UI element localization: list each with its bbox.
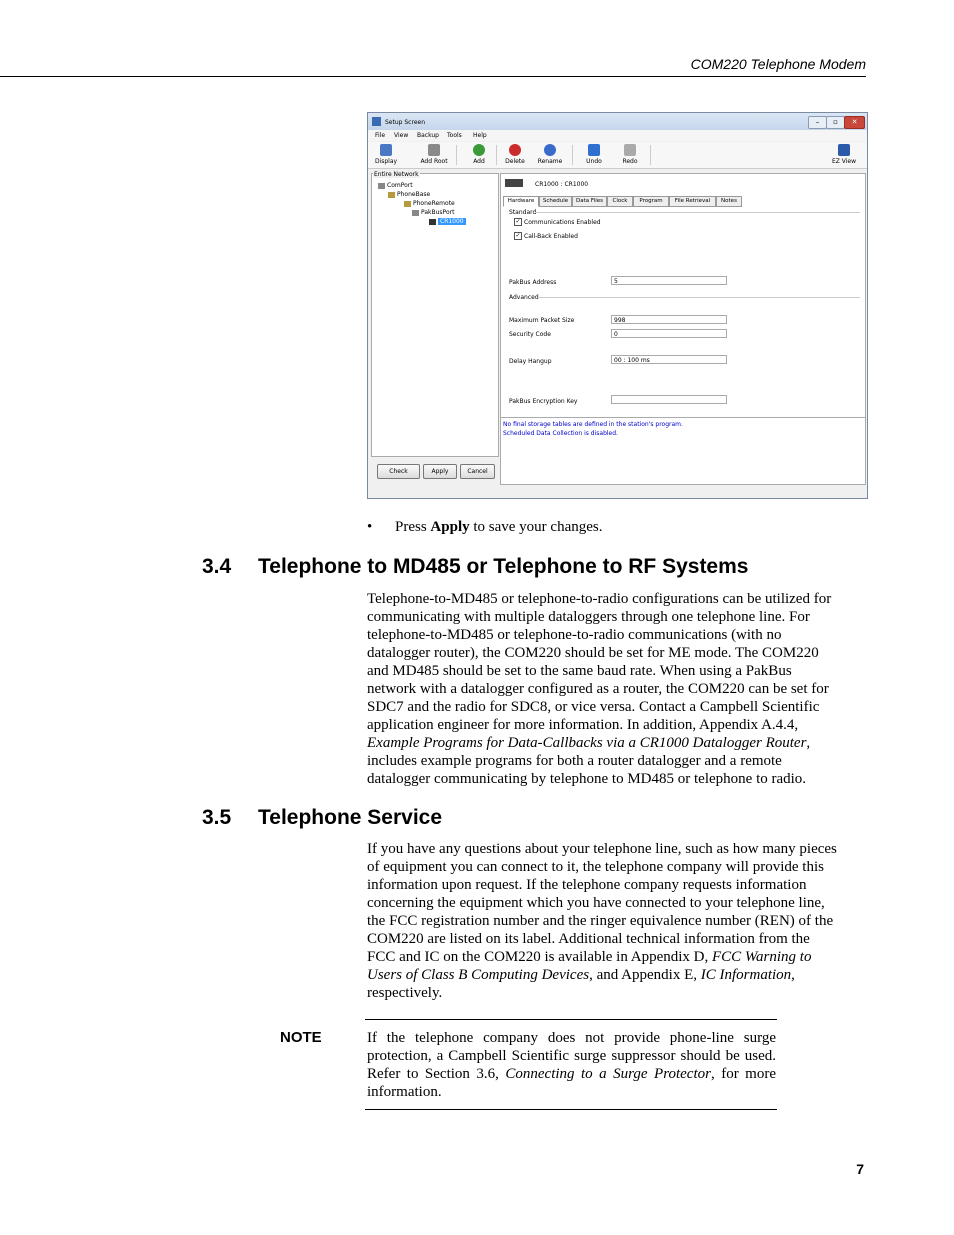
tree-caption: Entire Network — [374, 171, 419, 178]
message-line: Scheduled Data Collection is disabled. — [503, 430, 618, 437]
toolbar — [368, 142, 867, 169]
check-button[interactable]: Check — [377, 464, 420, 479]
tab-data-files[interactable]: Data Files — [572, 196, 607, 207]
ez-view-icon — [838, 144, 850, 156]
tab-clock[interactable]: Clock — [607, 196, 633, 207]
maximize-icon[interactable]: ▫ — [826, 116, 845, 129]
message-line: No final storage tables are defined in the station's program. — [503, 421, 683, 428]
setup-screen-screenshot — [367, 112, 868, 499]
security-code-input[interactable]: 0 — [611, 329, 727, 338]
bullet-text: Press Apply to save your changes. — [395, 519, 603, 535]
note-label: NOTE — [280, 1029, 322, 1046]
communications-enabled-label: Communications Enabled — [524, 219, 601, 226]
toolbar-separator — [572, 145, 573, 165]
menu-backup[interactable]: Backup — [417, 132, 439, 139]
security-code-label: Security Code — [509, 331, 551, 338]
add-root-icon — [428, 144, 440, 156]
menu-tools[interactable]: Tools — [447, 132, 462, 139]
running-header: COM220 Telephone Modem — [690, 56, 866, 72]
datalogger-icon — [429, 219, 436, 225]
tab-hardware[interactable]: Hardware — [503, 196, 539, 207]
add-label: Add — [473, 158, 485, 165]
rename-label: Rename — [537, 158, 563, 165]
section-35-paragraph: If you have any questions about your telephone line, such as how many pieces of equipment you can connect to it, the telephone company will provide this information upon request. If the telephone company requests information concerning the equipment which you have connected to your telephone line, the FCC registration number and the ringer equivalence number (REN) of the COM220 are listed on its label. Additional technical information from the FCC and IC on the COM220 is available in Appendix D, FCC Warning to Users of Class B Computing Devices, and Appendix E, IC Information, respectively. — [367, 841, 837, 1001]
note-bottom-rule — [365, 1109, 777, 1110]
section-heading: 3.5 Telephone Service — [202, 806, 443, 829]
menu-file[interactable]: File — [375, 132, 386, 139]
toolbar-separator — [650, 145, 651, 165]
ez-view-button[interactable] — [830, 144, 858, 165]
port-icon — [412, 210, 419, 216]
undo-icon — [588, 144, 600, 156]
datalogger-icon — [505, 179, 523, 187]
max-packet-size-input[interactable]: 998 — [611, 315, 727, 324]
pakbus-address-input[interactable]: 5 — [611, 276, 727, 285]
tab-file-retrieval[interactable]: File Retrieval — [669, 196, 716, 207]
phone-icon — [388, 192, 395, 198]
delay-hangup-label: Delay Hangup — [509, 358, 552, 365]
note-top-rule — [365, 1019, 777, 1020]
rename-button[interactable] — [536, 144, 564, 165]
message-area — [500, 417, 866, 485]
redo-icon — [624, 144, 636, 156]
station-label: CR1000 : CR1000 — [535, 181, 589, 188]
settings-panel — [500, 173, 866, 419]
callback-enabled-label: Call-Back Enabled — [524, 233, 578, 240]
bullet-dot-icon: • — [367, 519, 373, 535]
communications-enabled-checkbox[interactable]: ✓ — [515, 218, 521, 225]
title-bar — [368, 113, 867, 130]
undo-label: Undo — [586, 158, 602, 165]
apply-button[interactable]: Apply — [423, 464, 457, 479]
page-number: 7 — [856, 1161, 864, 1177]
delete-icon — [509, 144, 521, 156]
delete-button[interactable] — [501, 144, 529, 165]
tree-node-comport[interactable]: ComPort — [378, 182, 413, 189]
tree-node-phoneremote[interactable]: PhoneRemote — [404, 200, 455, 207]
menu-bar — [368, 130, 867, 141]
port-icon — [378, 183, 385, 189]
toolbar-separator — [456, 145, 457, 165]
phone-icon — [404, 201, 411, 207]
tree-node-cr1000[interactable]: CR1000 — [429, 218, 466, 225]
display-icon — [380, 144, 392, 156]
tab-notes[interactable]: Notes — [716, 196, 742, 207]
tab-program[interactable]: Program — [633, 196, 669, 207]
redo-button[interactable] — [616, 144, 644, 165]
app-icon — [372, 117, 381, 126]
tab-schedule[interactable]: Schedule — [539, 196, 572, 207]
delay-hangup-input[interactable]: 00 : 100 ms — [611, 355, 727, 364]
display-label: Display — [374, 158, 398, 165]
encryption-key-input[interactable] — [611, 395, 727, 404]
cancel-button[interactable]: Cancel — [460, 464, 495, 479]
minimize-icon[interactable]: – — [808, 116, 827, 129]
ez-view-label: EZ View — [831, 158, 857, 165]
toolbar-separator — [496, 145, 497, 165]
network-tree — [371, 173, 499, 457]
add-root-button[interactable] — [420, 144, 448, 165]
section-heading: 3.4 Telephone to MD485 or Telephone to RF Systems — [202, 555, 749, 578]
rename-icon — [544, 144, 556, 156]
tree-node-pakbusport[interactable]: PakBusPort — [412, 209, 454, 216]
redo-label: Redo — [622, 158, 638, 165]
close-icon[interactable]: ✕ — [844, 116, 865, 129]
undo-button[interactable] — [580, 144, 608, 165]
pakbus-address-label: PakBus Address — [509, 279, 557, 286]
delete-label: Delete — [505, 158, 525, 165]
menu-view[interactable]: View — [394, 132, 409, 139]
display-button[interactable] — [372, 144, 400, 165]
callback-enabled-checkbox[interactable]: ✓ — [515, 232, 521, 239]
group-standard-label: Standard — [509, 209, 537, 216]
add-root-label: Add Root — [420, 158, 448, 165]
max-packet-size-label: Maximum Packet Size — [509, 317, 575, 324]
add-button[interactable] — [465, 144, 493, 165]
add-icon — [473, 144, 485, 156]
window-title: Setup Screen — [385, 119, 425, 126]
encryption-key-label: PakBus Encryption Key — [509, 398, 578, 405]
menu-help[interactable]: Help — [473, 132, 487, 139]
note-text: If the telephone company does not provide phone-line surge protection, a Campbell Scientific surge suppressor should be used. Refer to Section 3.6, Connecting to a Surge Protector, for more information. — [367, 1030, 776, 1100]
header-rule — [0, 76, 866, 77]
section-34-paragraph: Telephone-to-MD485 or telephone-to-radio configurations can be utilized for communicating with multiple dataloggers through one telephone line. For telephone-to-MD485 or telephone-to-radio communications (with no datalogger router), the COM220 should be set for ME mode. The COM220 and MD485 should be set to the same baud rate. When using a PakBus network with a datalogger configured as a router, the COM220 can be set for SDC7 and the radio for SDC8, or vice versa. Contact a Campbell Scientific application engineer for more information. In addition, Appendix A.4.4, Example Programs for Data-Callbacks via a CR1000 Datalogger Router, includes example programs for both a router datalogger and a remote datalogger communicating by telephone to MD485 or telephone to radio. — [367, 591, 832, 787]
group-divider — [535, 212, 860, 213]
tree-node-phonebase[interactable]: PhoneBase — [388, 191, 430, 198]
group-divider — [539, 297, 860, 298]
group-advanced-label: Advanced — [509, 294, 539, 301]
